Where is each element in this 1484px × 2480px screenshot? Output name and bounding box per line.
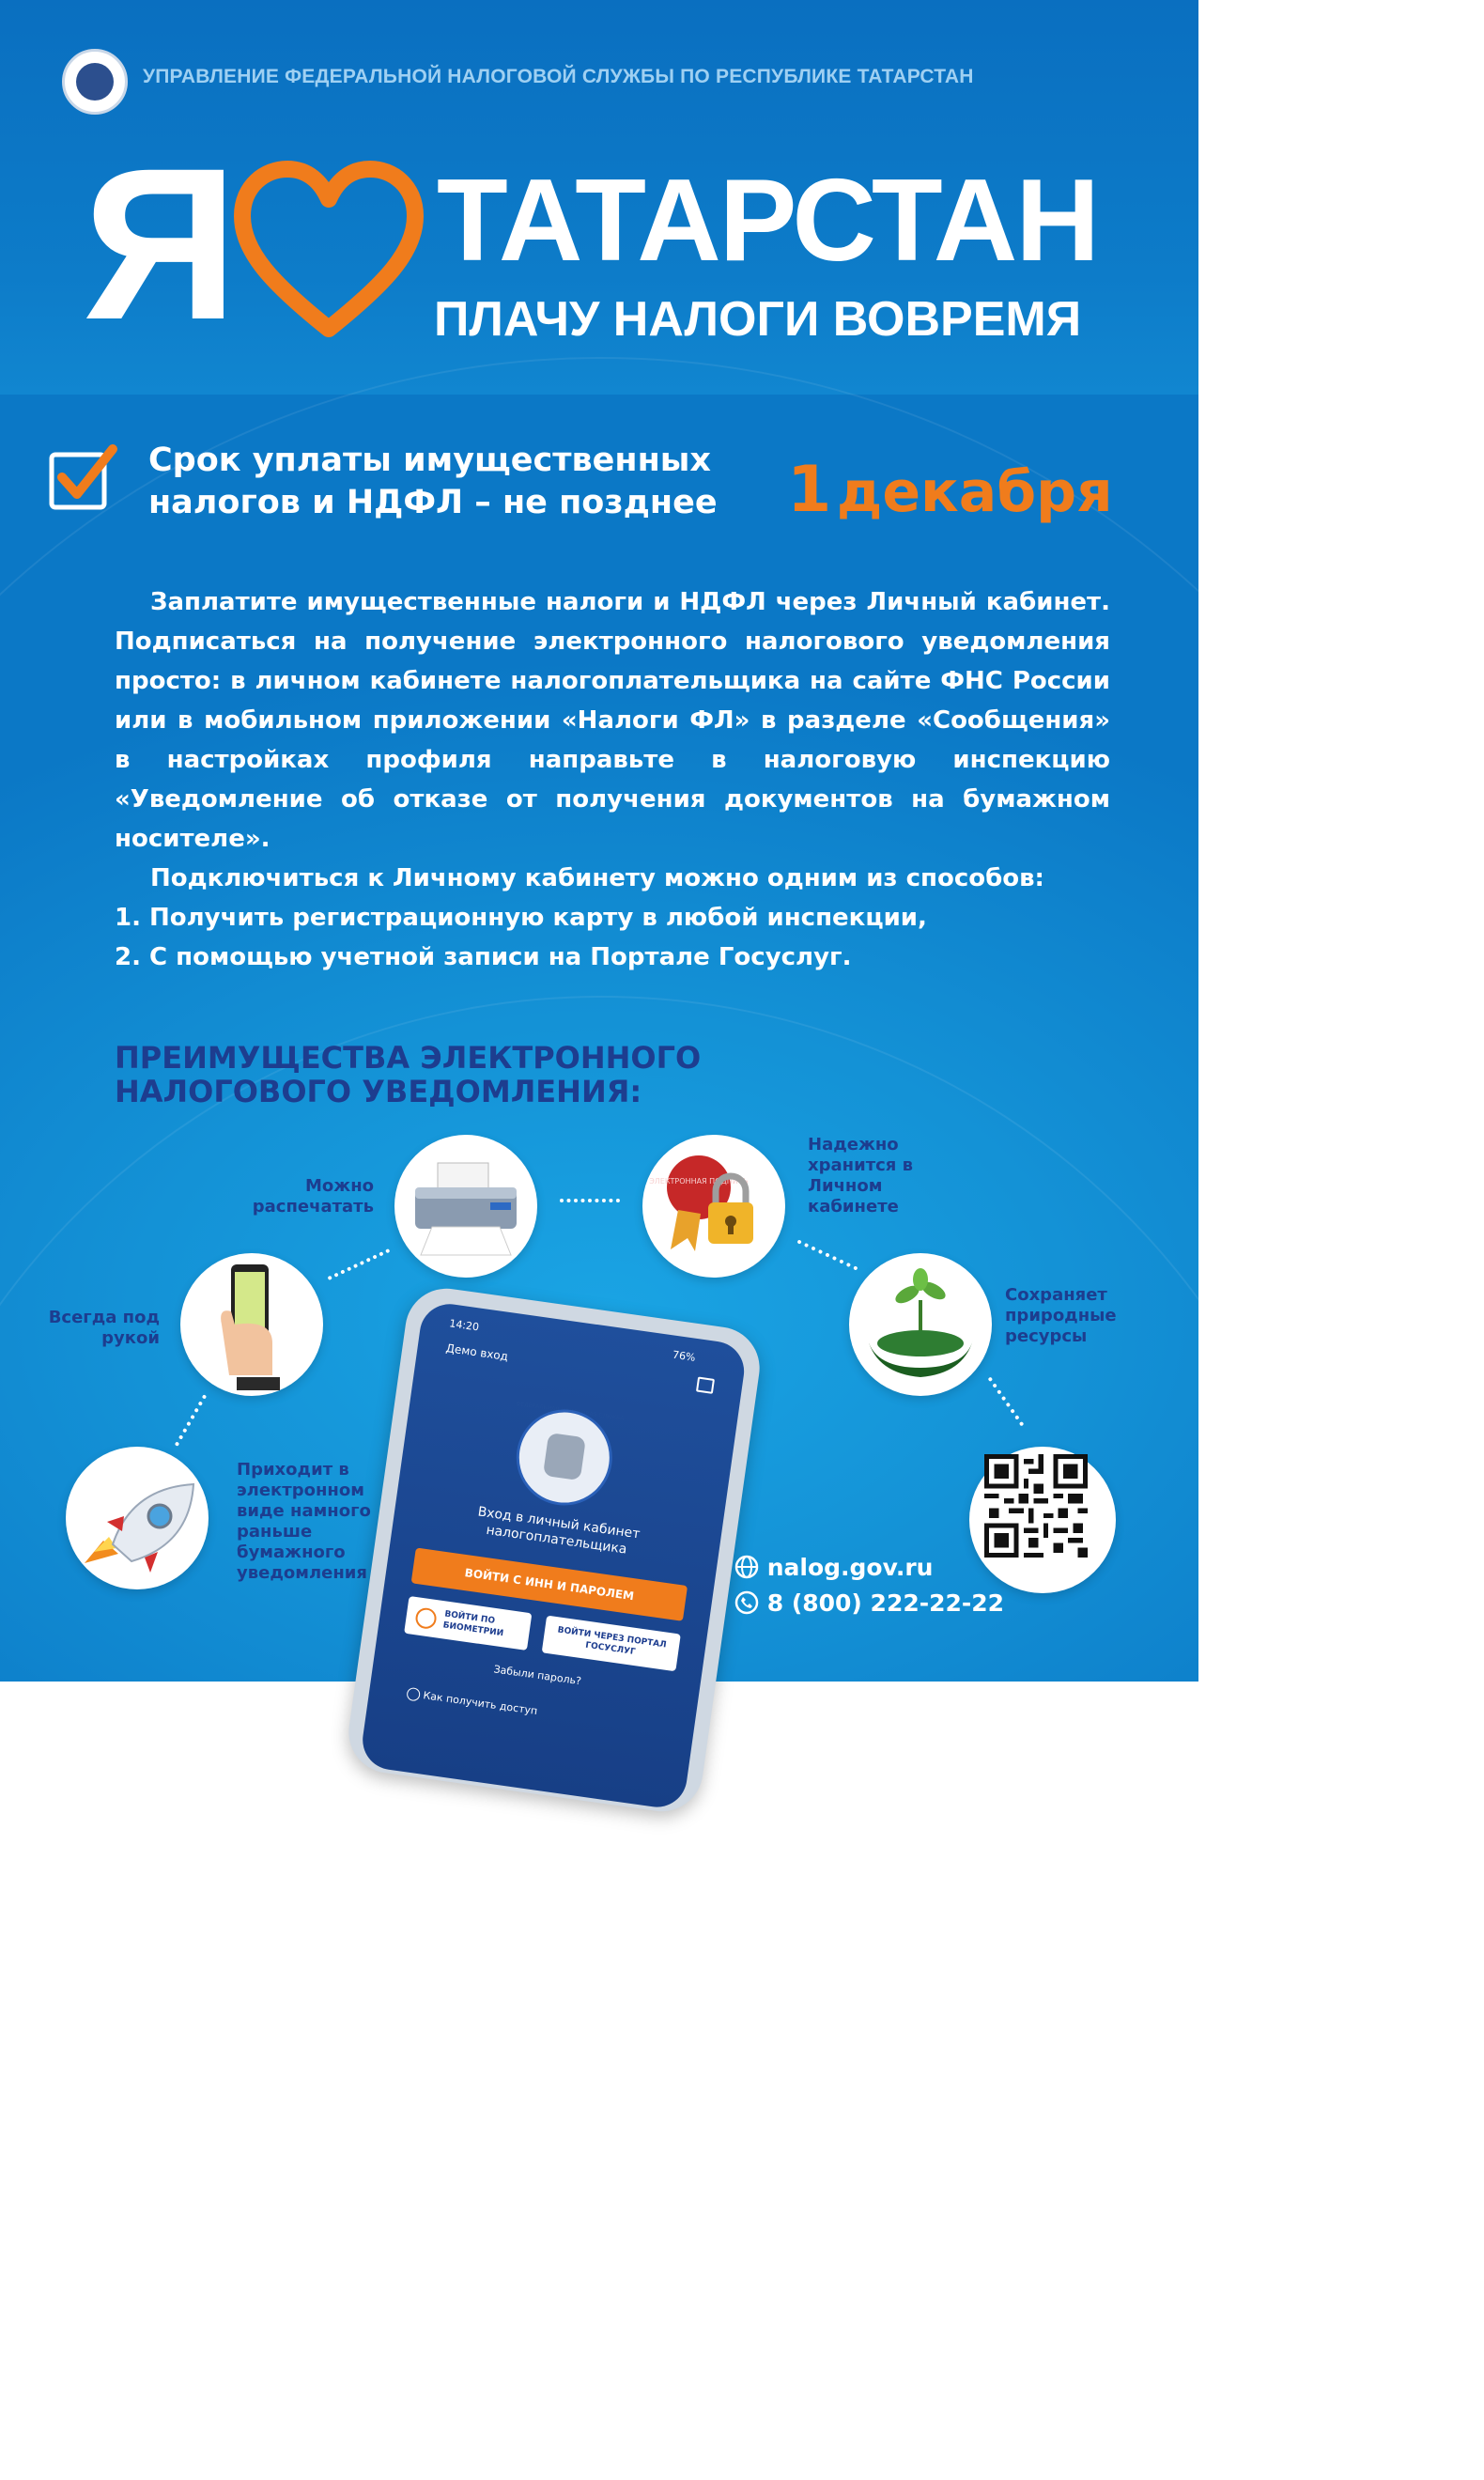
- globe-icon: [734, 1555, 759, 1579]
- body-paragraph-2: Подключиться к Личному кабинету можно одним из способов:: [150, 864, 1044, 892]
- how-to-get-access-link[interactable]: [406, 1687, 538, 1718]
- contact-site[interactable]: [734, 1554, 933, 1581]
- fingerprint-icon: [414, 1606, 438, 1630]
- qr-code-icon[interactable]: [984, 1454, 1088, 1558]
- hero-region: ТАТАРСТАН: [437, 156, 1098, 286]
- agency-name: УПРАВЛЕНИЕ ФЕДЕРАЛЬНОЙ НАЛОГОВОЙ СЛУЖБЫ ПО РЕСПУБЛИКЕ ТАТАРСТАН: [143, 66, 974, 87]
- eagle-icon: [543, 1433, 586, 1480]
- login-biometrics-label: ВОЙТИ ПО БИОМЕТРИИ: [441, 1609, 504, 1639]
- printer-icon: [394, 1135, 537, 1278]
- deadline-day: 1: [787, 453, 832, 527]
- login-gosuslugi-button[interactable]: ВОЙТИ ЧЕРЕЗ ПОРТАЛ ГОСУСЛУГ: [542, 1616, 681, 1672]
- list-item: 1. Получить регистрационную карту в любой инспекции,: [115, 904, 927, 932]
- dotted-connector: [560, 1199, 620, 1202]
- deadline-line-1: Срок уплаты имущественных: [148, 442, 711, 479]
- advantages-title-line-1: ПРЕИМУЩЕСТВА ЭЛЕКТРОННОГО: [115, 1040, 702, 1076]
- phone-time: 14:20: [448, 1317, 480, 1334]
- question-icon: [406, 1687, 421, 1702]
- how-to-get-access-label: Как получить доступ: [422, 1689, 539, 1718]
- phone-screen: [359, 1300, 748, 1811]
- login-biometrics-button[interactable]: [404, 1596, 532, 1651]
- label-stored: Надежно хранится в Личном кабинете: [808, 1135, 914, 1217]
- phone-mockup: [344, 1283, 765, 1817]
- checkmark-icon: [49, 443, 116, 511]
- deadline-text: [148, 440, 718, 524]
- list-item: 2. С помощью учетной записи на Портале Госуслуг.: [115, 943, 852, 971]
- forgot-password-link[interactable]: Забыли пароль?: [492, 1663, 582, 1688]
- hero-ya: Я: [83, 123, 239, 364]
- phone-icon: [734, 1590, 759, 1615]
- rocket-icon: [66, 1447, 209, 1589]
- phone-login-title: Вход в личный кабинет налогоплательщика: [476, 1504, 642, 1558]
- deadline-line-2: налогов и НДФЛ – не позднее: [148, 484, 718, 521]
- label-faster: Приходит в электронном виде намного раньше бумажного уведомления: [237, 1460, 371, 1583]
- phone-battery: 76%: [672, 1348, 697, 1364]
- heart-icon: [235, 162, 423, 349]
- hero-slogan: ПЛАЧУ НАЛОГИ ВОВРЕМЯ: [434, 292, 1082, 347]
- label-resources: Сохраняет природные ресурсы: [1005, 1285, 1117, 1346]
- seal-text: ЭЛЕКТРОННАЯ ПОДПИСЬ: [649, 1177, 749, 1186]
- phone-demo-login[interactable]: Демо вход: [444, 1341, 509, 1364]
- padlock-seal-icon: [642, 1135, 785, 1278]
- label-at-hand: Всегда под рукой: [48, 1308, 160, 1348]
- contact-phone[interactable]: [734, 1589, 1004, 1617]
- fns-emblem-icon: [510, 1403, 618, 1511]
- hotline-number: 8 (800) 222-22-22: [766, 1589, 1005, 1617]
- hand-phone-icon: [180, 1253, 323, 1396]
- advantages-title-line-2: НАЛОГОВОГО УВЕДОМЛЕНИЯ:: [115, 1074, 642, 1109]
- rocket-circle: [66, 1447, 209, 1589]
- hand-phone-circle: [180, 1253, 323, 1396]
- login-inn-button[interactable]: ВОЙТИ С ИНН И ПАРОЛЕМ: [411, 1548, 688, 1621]
- deadline-date: [787, 453, 1113, 527]
- chat-icon[interactable]: [696, 1377, 715, 1394]
- printer-circle: [394, 1135, 537, 1278]
- deadline-month: декабря: [836, 459, 1113, 525]
- plant-circle: [849, 1253, 992, 1396]
- advantages-title: [115, 1041, 701, 1108]
- fns-emblem-icon: [62, 49, 128, 115]
- label-print: Можно распечатать: [252, 1176, 374, 1217]
- site-url: nalog.gov.ru: [766, 1554, 934, 1581]
- plant-hands-icon: [849, 1253, 992, 1396]
- security-circle: [642, 1135, 785, 1278]
- body-paragraph-1: Заплатите имущественные налоги и НДФЛ через Личный кабинет. Подписаться на получение электронного налогового уведомления просто: в личном кабинете налогоплательщика на сайте ФНС России или в мобильном приложении «Налоги ФЛ» в разделе «Сообщения» в настройках профиля направьте в налоговую инспекцию «Уведомление об отказе от получения документов на бумажном носителе».: [115, 588, 1110, 853]
- body-text: [115, 582, 1110, 977]
